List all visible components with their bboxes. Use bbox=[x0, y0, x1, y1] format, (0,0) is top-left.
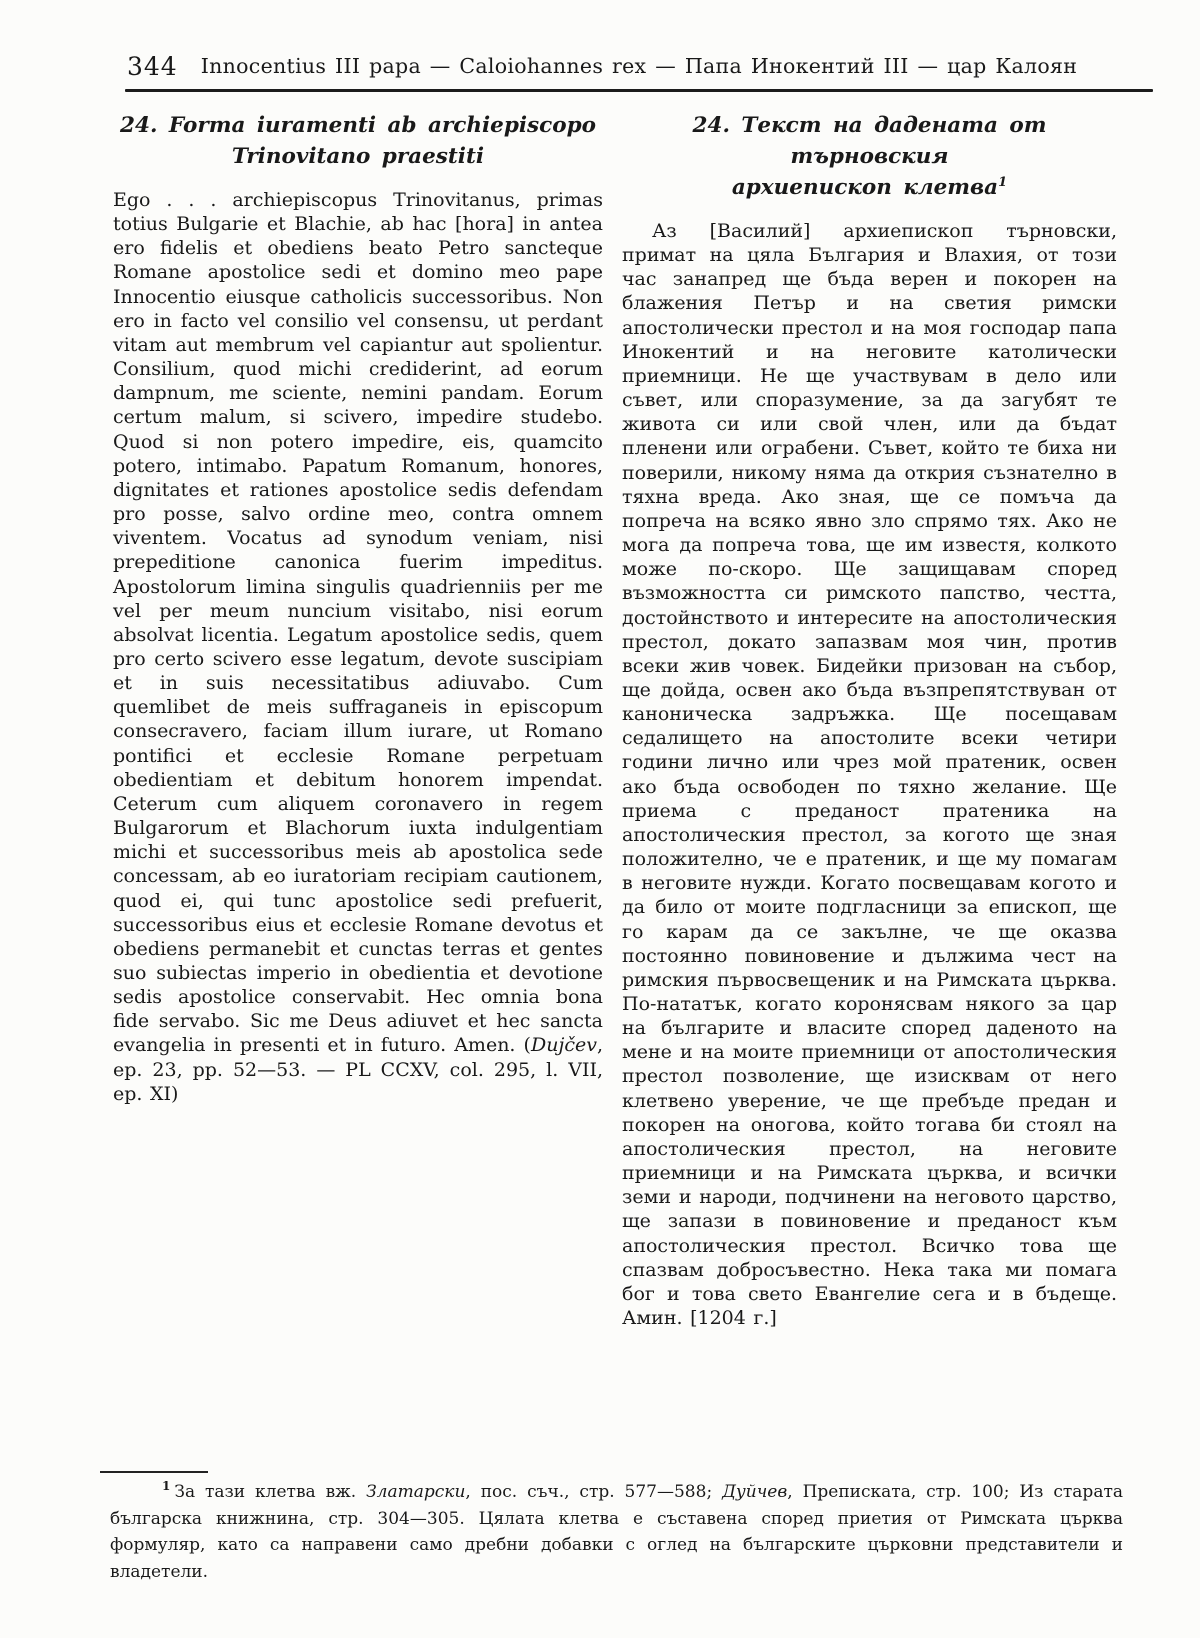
latin-body-text: Ego . . . archiepiscopus Trinovitanus, primas totius Bulgarie et Blachie, ab hac [hora] in antea ero fidelis et obediens beato Petro sancteque Romane apostolice sedi et domino meo pape Innocentio eiusque catholicis successoribus. Non ero in facto vel consilio vel consensu, ut perdant vitam aut membrum vel capiantur aut spolientur. Consilium, quod michi crediderint, ad eorum dampnum, me sciente, nemini pandam. Eorum certum malum, si scivero, impedire studebo. Quod si non potero impedire, eis, quamcito potero, intimabo. Papatum Romanum, honores, dignitates et rationes apostolice sedis defendam pro posse, salvo ordine meo, contra omnem viventem. Vocatus ad synodum veniam, nisi prepeditione canonica fuerim impeditus. Apostolorum limina singulis quadrienniis per me vel per meum nuncium visitabo, nisi eorum absolvat licentia. Legatum apostolice sedis, quem pro certo scivero esse legatum, devote suscipiam et in suis necessitatibus adiuvabo. Cum quemlibet de meis suffraganeis in episcopum consecravero, faciam illum iurare, ut Romano pontifici et ecclesie Romane perpetuam obedientiam et debitum honorem impendat. Ceterum cum aliquem coronavero in regem Bulgarorum et Blachorum iuxta indulgentiam michi et successoribus meis ab apostolica sede concessam, ab eo iuratoriam recipiam cautionem, quod ei, qui tunc apostolice sedi prefuerit, successoribus eius et ecclesie Romane devotus et obediens permanebit et cunctas terras et gentes suo subiectas imperio in obedientia et devotione sedis apostolice conservabit. Hec omnia bona fide servabo. Sic me Deus adiuvet et hec sancta evangelia in presenti et in futuro. Amen. ( bbox=[113, 189, 603, 1057]
footnote-text-2: , пос. съч., стр. 577—588; bbox=[465, 1482, 723, 1502]
header-rule bbox=[125, 89, 1153, 92]
footnote-separator-rule bbox=[100, 1471, 208, 1473]
latin-citation-author: Dujčev bbox=[530, 1034, 597, 1057]
page-number: 344 bbox=[127, 52, 178, 81]
latin-column-title bbox=[113, 110, 603, 172]
bulgarian-body-text: Аз [Василий] архиепископ търновски, примат на цяла България и Влахия, от този час занапред ще бъда верен и покорен на блажения Петър и на светия римски апостолически престол и на моя господар папа Инокентий и на неговите католически приемници. Не ще участвувам в дело или съвет, или споразумение, за да загубят те живота си или свой член, или да бъдат пленени или ограбени. Съвет, който те биха ни поверили, никому няма да открия съзнателно в тяхна вреда. Ако зная, ще се помъча да попреча на всяко явно зло спрямо тях. Ако не мога да попреча това, ще им известя, колкото може по-скоро. Ще защищавам според възможността си римското папство, честта, достойнството и интересите на апостолическия престол, докато запазвам моя чин, против всеки жив човек. Бидейки призован на събор, ще дойда, освен ако бъда възпрепятствуван от каноническа задръжка. Ще посещавам седалището на апостолите всеки четири години лично или чрез мой пратеник, освен ако бъда освободен по тяхно желание. Ще приема с преданост пратеника на апостолическия престол, за когото ще зная положително, че е пратеник, и ще му помагам в неговите нужди. Когато посвещавам когото и да било от моите подгласници за епископ, ще го карам да се закълне, че ще оказва постоянно повиновение и дължима чест на римския първосвещеник и на Римската църква. По-нататък, когато коронясвам някого за цар на българите и власите според даденото на мене и на моите приемници от апостолическия престол позволение, ще изисквам от него клетвено уверение, че ще пребъде предан и покорен на оногова, който тогава би стоял на апостолическия престол, на неговите приемници и на Римската църква, и всички земи и народи, подчинени на неговото царство, ще запази в повиновение и преданост към апостолическия престол. Всичко това ще спазвам добросъвестно. Нека така ми помага бог и това свето Евангелие сега и в бъдеще. Амин. [1204 г.] bbox=[622, 220, 1117, 1330]
title-footnote-reference: 1 bbox=[998, 174, 1008, 190]
footnote-author-dujchev: Дуйчев bbox=[722, 1482, 788, 1502]
latin-title-line1: 24. Forma iuramenti ab archiepiscopo bbox=[120, 113, 596, 138]
bulgarian-body-paragraph bbox=[622, 219, 1117, 1330]
latin-column bbox=[113, 110, 603, 1106]
latin-title-line2: Trinovitano praestiti bbox=[231, 144, 485, 169]
latin-body-paragraph bbox=[113, 188, 603, 1106]
footnote-text-3: , Преписката, стр. 100; Из старата българска книжнина, стр. 304—305. Цялата клетва е съставена според приетия от Римската църква формуляр, като са направени само дребни добавки с оглед на българските църковни представители и владетели. bbox=[110, 1482, 1123, 1582]
footnote bbox=[110, 1479, 1123, 1585]
footnote-text-1: За тази клетва вж. bbox=[174, 1482, 367, 1502]
bulgarian-title-line1: 24. Текст на дадената от търновския bbox=[692, 113, 1047, 169]
footnote-reference-number: 1 bbox=[162, 1479, 171, 1494]
running-header: Innocentius III papa — Caloiohannes rex — Папа Инокентий III — цар Калоян bbox=[200, 54, 1078, 78]
page-header bbox=[125, 50, 1153, 84]
bulgarian-column-title bbox=[622, 110, 1117, 203]
bulgarian-title-line2: архиепископ клетва bbox=[731, 175, 999, 200]
footnote-author-zlatarski: Златарски bbox=[366, 1482, 466, 1502]
bulgarian-column bbox=[622, 110, 1117, 1330]
latin-citation-rest: , ep. 23, pp. 52—53. — PL CCXV, col. 295, l. VII, ep. XI) bbox=[113, 1034, 603, 1105]
